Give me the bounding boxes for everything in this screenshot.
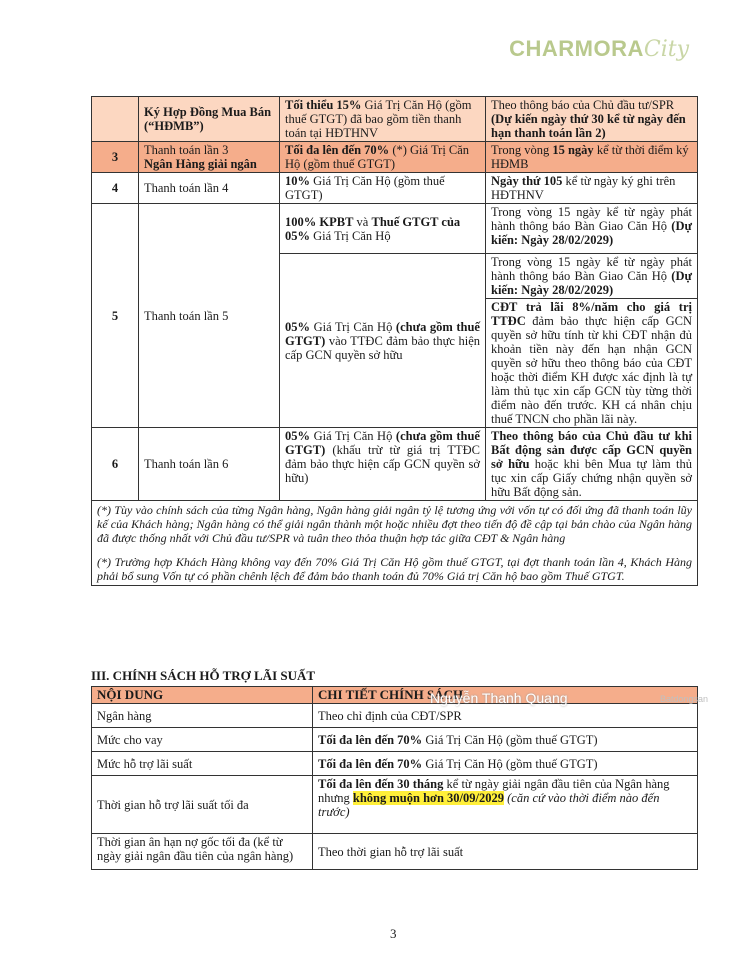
table-row [92, 142, 698, 173]
cell: Mức cho vay [92, 728, 313, 752]
logo-brand: CHARMORA [509, 36, 644, 61]
cell: Trong vòng 15 ngày kể từ ngày phát hành thông báo Bàn Giao Căn Hộ (Dự kiến: Ngày 28/02/2029) [486, 254, 698, 299]
cell: Thanh toán lần 3 Ngân Hàng giải ngân [139, 142, 280, 173]
cell: Theo chỉ định của CĐT/SPR [313, 704, 698, 728]
table-row [92, 173, 698, 204]
cell: Tối đa lên đến 70% Giá Trị Căn Hộ (gồm thuế GTGT) [313, 752, 698, 776]
cell: 10% Giá Trị Căn Hộ (gồm thuế GTGT) [280, 173, 486, 204]
table-row [92, 752, 698, 776]
highlighted-deadline: không muộn hơn 30/09/2029 [352, 791, 504, 805]
row-number: 5 [92, 204, 139, 428]
table-row [92, 728, 698, 752]
table-row [92, 776, 698, 834]
table-row [92, 97, 698, 142]
cell: Thời gian ân hạn nợ gốc tối đa (kể từ ngày giải ngân đầu tiên của ngân hàng) [92, 834, 313, 870]
note-1: (*) Tùy vào chính sách của từng Ngân hàng, Ngân hàng giải ngân tỷ lệ tương ứng với vốn tự có đối ứng đã thanh toán lũy kế của Khách hàng; Ngân hàng có thể giải ngân thành một hoặc nhiều đợt theo tiến độ đề cập tại bản chào của Ngân hàng đã được thống nhất với Chủ đầu tư/SPR và tuân theo thỏa thuận hợp tác giữa CĐT & Ngân hàng [97, 503, 692, 545]
header-cell: CHI TIẾT CHÍNH SÁCH [313, 687, 698, 704]
cell: CĐT trả lãi 8%/năm cho giá trị TTĐC đảm bảo thực hiện cấp GCN quyền sở hữu tính từ khi CĐT nhận đủ khoản tiền này đến hạn nhận GCN quyền sở hữu theo thông báo của CĐT hoặc thời điểm KH được xác định là tự làm thủ tục xin cấp GCN tùy từng thời điểm nào đến trước. KH cá nhân chịu thuế TNCN cho phần lãi này. [486, 299, 698, 428]
cell: Thanh toán lần 5 [139, 204, 280, 428]
cell: Theo thông báo của Chủ đầu tư/SPR (Dự kiến ngày thứ 30 kể từ ngày đến hạn thanh toán lần 2) [486, 97, 698, 142]
cell: Ký Hợp Đồng Mua Bán (“HĐMB”) [139, 97, 280, 142]
cell: Ngày thứ 105 kể từ ngày ký ghi trên HĐTHNV [486, 173, 698, 204]
payment-schedule-table [91, 96, 698, 586]
cell: Trong vòng 15 ngày kể từ thời điểm ký HĐMB [486, 142, 698, 173]
cell: 100% KPBT và Thuế GTGT của 05% Giá Trị Căn Hộ [280, 204, 486, 254]
table-note [92, 501, 698, 586]
watermark-site: Batdongsan [660, 694, 709, 704]
cell: 05% Giá Trị Căn Hộ (chưa gồm thuế GTGT) (khấu trừ từ giá trị TTĐC đảm bảo thực hiện cấp GCN quyền sở hữu) [280, 428, 486, 501]
cell: Tối đa lên đến 70% (*) Giá Trị Căn Hộ (gồm thuế GTGT) [280, 142, 486, 173]
cell: Theo thời gian hỗ trợ lãi suất [313, 834, 698, 870]
cell: Mức hỗ trợ lãi suất [92, 752, 313, 776]
cell: Tối đa lên đến 70% Giá Trị Căn Hộ (gồm thuế GTGT) [313, 728, 698, 752]
cell: Thanh toán lần 6 [139, 428, 280, 501]
table-row [92, 834, 698, 870]
header-cell: NỘI DUNG [92, 687, 313, 704]
cell: Thời gian hỗ trợ lãi suất tối đa [92, 776, 313, 834]
note-2: (*) Trường hợp Khách Hàng không vay đến 70% Giá Trị Căn Hộ gồm thuế GTGT, tại đợt thanh toán lần 4, Khách Hàng phải bổ sung Vốn tự có phần chênh lệch để đảm bảo thanh toán đủ 70% Giá trị Căn hộ bao gồm Thuế GTGT. [97, 555, 692, 583]
cell: Ngân hàng [92, 704, 313, 728]
brand-logo [509, 36, 689, 62]
watermark-name: Nguyễn Thanh Quang [430, 690, 568, 706]
row-number: 4 [92, 173, 139, 204]
table-row [92, 204, 698, 254]
cell: 05% Giá Trị Căn Hộ (chưa gồm thuế GTGT) vào TTĐC đảm bảo thực hiện cấp GCN quyền sở hữu [280, 254, 486, 428]
interest-support-table [91, 686, 698, 870]
cell: Tối thiểu 15% Giá Trị Căn Hộ (gồm thuế GTGT) đã bao gồm tiền thanh toán tại HĐTHNV [280, 97, 486, 142]
table-header [92, 687, 698, 704]
section-title: III. CHÍNH SÁCH HỖ TRỢ LÃI SUẤT [91, 668, 316, 683]
cell: Theo thông báo của Chủ đầu tư khi Bất động sản được cấp GCN quyền sở hữu hoặc khi bên Mua tự làm thủ tục xin cấp Giấy chứng nhận quyền sở hữu Bất động sản. [486, 428, 698, 501]
row-number: 6 [92, 428, 139, 501]
logo-script: City [643, 37, 689, 62]
table-row [92, 704, 698, 728]
row-number: 3 [92, 142, 139, 173]
cell: Tối đa lên đến 30 tháng kể từ ngày giải ngân đầu tiên của Ngân hàng nhưng không muộn hơn 30/09/2029 (căn cứ vào thời điểm nào đến trước) [313, 776, 698, 834]
cell: Trong vòng 15 ngày kể từ ngày phát hành thông báo Bàn Giao Căn Hộ (Dự kiến: Ngày 28/02/2029) [486, 204, 698, 254]
cell: Thanh toán lần 4 [139, 173, 280, 204]
table-row [92, 428, 698, 501]
page-number: 3 [390, 926, 397, 941]
